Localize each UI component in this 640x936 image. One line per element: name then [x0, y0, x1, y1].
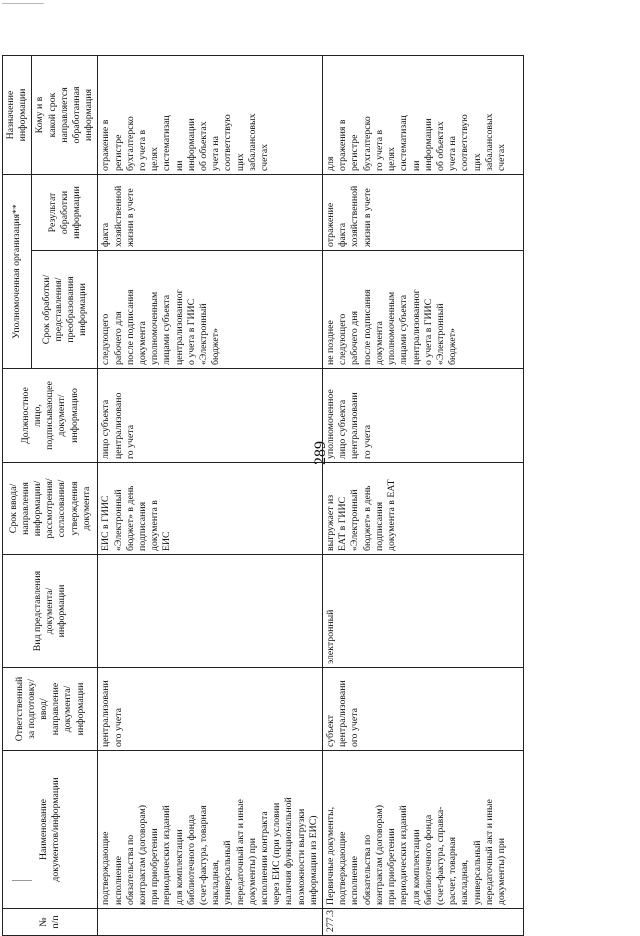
header-term: Срок ввода/ направления информации/ рассмотрения/ согласования/ утверждения документа [3, 463, 98, 555]
cell-auth-result: отражение факта хозяйственной жизни в учете [323, 175, 524, 251]
header-auth-term: Срок обработки/ представления/ преобразования информации [32, 251, 98, 369]
cell-name: Первичные документы, подтверждающие исполнение обязательства по контрактам (договорам) при приобретении периодических изданий для комплектации библиотечного фонда (счет-фактура, справка- расчет, товарная накладная, универсальный передаточный акт и иные документы) при [323, 751, 524, 909]
header-responsible: Ответственный за подготовку/ ввод/ направление документа/ информации [3, 668, 98, 751]
cell-purpose: для отражения в регистре бухгалтерско го учета в целях систематизац ии информации об объектах учета на соответствую щих забалансовых счетах [323, 56, 524, 175]
header-position: Должностное лицо, подписывающее документ/ информацию [3, 369, 98, 463]
cell-num: 277.3 [323, 909, 524, 936]
header-kind: Вид представления документа/ информации [3, 555, 98, 668]
header-row [3, 56, 32, 936]
cell-purpose: отражение в регистре бухгалтерско го учета в целях систематизац ии информации об объектах учета на соответствую щих забалансовых счетах [98, 56, 323, 175]
scan-edge-line [2, 3, 44, 4]
header-name: Наименование документов/информации [3, 751, 98, 909]
cell-auth-result: факта хозяйственной жизни в учете [98, 175, 323, 251]
cell-auth-term: не позднее следующего рабочего дня после подписания документа уполномоченным лицами субъекта централизованног о учета в ГИИС «Электронный бюджет» [323, 251, 524, 369]
table-row [323, 56, 524, 936]
cell-auth-term: следующего рабочего для после подписания документа уполномоченным лицами субъекта централизованног о учета в ГИИС «Электронный бюджет» [98, 251, 323, 369]
cell-name: подтверждающие исполнение обязательства по контрактам (договорам) при приобретении периодических изданий для комплектации библиотечного фонда (счет-фактура, товарная накладная, универсальный передаточный акт и иные документы) при исполнении контракта через ЕИС (при условии наличия функциональной возможности выгрузки информации из ЕИС) [98, 751, 323, 909]
cell-term: ЕИС в ГИИС «Электронный бюджет» в день подписания документа в ЕИС [98, 463, 323, 555]
cell-term: выгружает из ЕАТ в ГИИС «Электронный бюджет» в день подписания документа в ЕАТ [323, 463, 524, 555]
cell-position: лицо субъекта централизовано го учета [98, 369, 323, 463]
header-purpose: Назначение информации [3, 56, 32, 175]
page-number: 289 [312, 441, 329, 465]
cell-kind [98, 555, 323, 668]
cell-kind: электронный [323, 555, 524, 668]
document-table [2, 55, 524, 936]
cell-responsible: централизовани ого учета [98, 668, 323, 751]
header-purpose-sub: Кому и в какой срок направляется обработанная информация [32, 56, 98, 175]
header-authorized: Уполномоченная организация** [3, 175, 32, 369]
cell-position: уполномоченное лицо субъекта централизовани го учета [323, 369, 524, 463]
cell-responsible: субъект централизовани ого учета [323, 668, 524, 751]
cell-num [98, 909, 323, 936]
table-row [98, 56, 323, 936]
header-auth-result: Результат обработки информации [32, 175, 98, 251]
rotated-sheet [2, 56, 507, 936]
header-num: № п/п [3, 909, 98, 936]
